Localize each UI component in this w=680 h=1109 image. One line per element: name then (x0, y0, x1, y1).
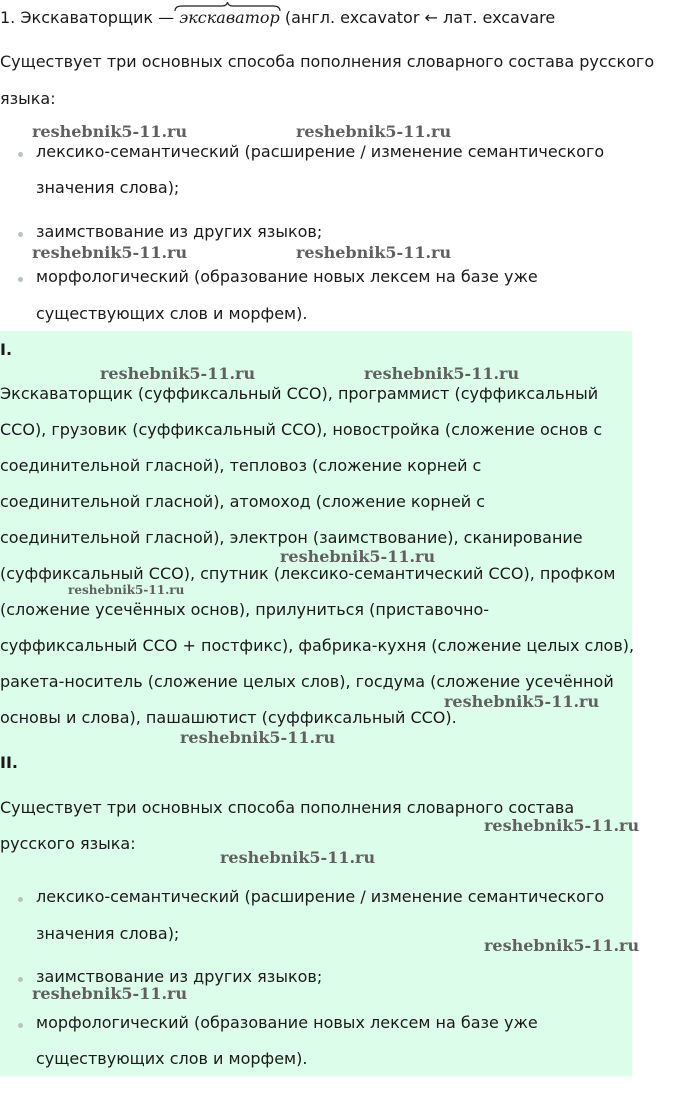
list-item: заимствование из других языков; (36, 222, 323, 241)
list-item-cont: значения слова); (36, 924, 180, 943)
watermark: reshebnik5-11.ru (220, 848, 376, 867)
section-heading: II. (0, 753, 18, 772)
bullet (18, 1023, 23, 1028)
answer-line: ССО), грузовик (суффиксальный ССО), новостройка (сложение основ с (0, 420, 603, 439)
answer-line: соединительной гласной), тепловоз (сложение корней с (0, 456, 482, 475)
list-item-cont: значения слова); (36, 178, 180, 197)
list-item-cont: существующих слов и морфем). (36, 1049, 308, 1068)
watermark: reshebnik5-11.ru (32, 122, 188, 141)
watermark: reshebnik5-11.ru (32, 984, 188, 1003)
watermark: reshebnik5-11.ru (364, 364, 520, 383)
answer-line: ракета-носитель (сложение целых слов), госдума (сложение усечённой (0, 672, 614, 691)
answer-line: соединительной гласной), атомоход (сложение корней с (0, 492, 486, 511)
watermark: reshebnik5-11.ru (296, 243, 452, 262)
header-suffix: (англ. excavator ← лат. excavare (279, 8, 556, 27)
watermark: reshebnik5-11.ru (68, 583, 185, 597)
bullet (18, 977, 23, 982)
header-term: экскаватор (179, 8, 280, 27)
section-heading: I. (0, 340, 13, 359)
watermark: reshebnik5-11.ru (296, 122, 452, 141)
list-item-cont: существующих слов и морфем). (36, 304, 308, 323)
watermark: reshebnik5-11.ru (32, 243, 188, 262)
list-item: морфологический (образование новых лексем на базе уже (36, 1013, 538, 1032)
watermark: reshebnik5-11.ru (100, 364, 256, 383)
watermark: reshebnik5-11.ru (180, 728, 336, 747)
list-item: морфологический (образование новых лексем на базе уже (36, 267, 538, 286)
intro-line-2: языка: (0, 89, 56, 108)
watermark: reshebnik5-11.ru (484, 816, 640, 835)
bullet (18, 232, 23, 237)
list-item: лексико-семантический (расширение / изменение семантического (36, 142, 605, 161)
bullet (18, 897, 23, 902)
answer-line: основы и слова), пашашютист (суффиксальный ССО). (0, 708, 457, 727)
answer-line: русского языка: (0, 834, 136, 853)
answer-line: соединительной гласной), электрон (заимствование), сканирование (0, 528, 583, 547)
watermark: reshebnik5-11.ru (484, 936, 640, 955)
overbrace-icon (174, 2, 281, 12)
list-item: заимствование из других языков; (36, 967, 323, 986)
list-item: лексико-семантический (расширение / изменение семантического (36, 887, 605, 906)
intro-line-1: Существует три основных способа пополнения словарного состава русского (0, 52, 655, 71)
watermark: reshebnik5-11.ru (444, 692, 600, 711)
answer-line: Существует три основных способа пополнения словарного состава (0, 798, 575, 817)
answer-line: суффиксальный ССО + постфикс), фабрика-кухня (сложение целых слов), (0, 636, 635, 655)
bullet (18, 152, 23, 157)
watermark: reshebnik5-11.ru (280, 547, 436, 566)
answer-line: Экскаваторщик (суффиксальный ССО), программист (суффиксальный (0, 384, 599, 403)
answer-line: (суффиксальный ССО), спутник (лексико-семантический ССО), профком (0, 564, 616, 583)
bullet (18, 277, 23, 282)
answer-line: (сложение усечённых основ), прилуниться (приставочно- (0, 600, 489, 619)
header-prefix: 1. Экскаваторщик — (0, 8, 180, 27)
